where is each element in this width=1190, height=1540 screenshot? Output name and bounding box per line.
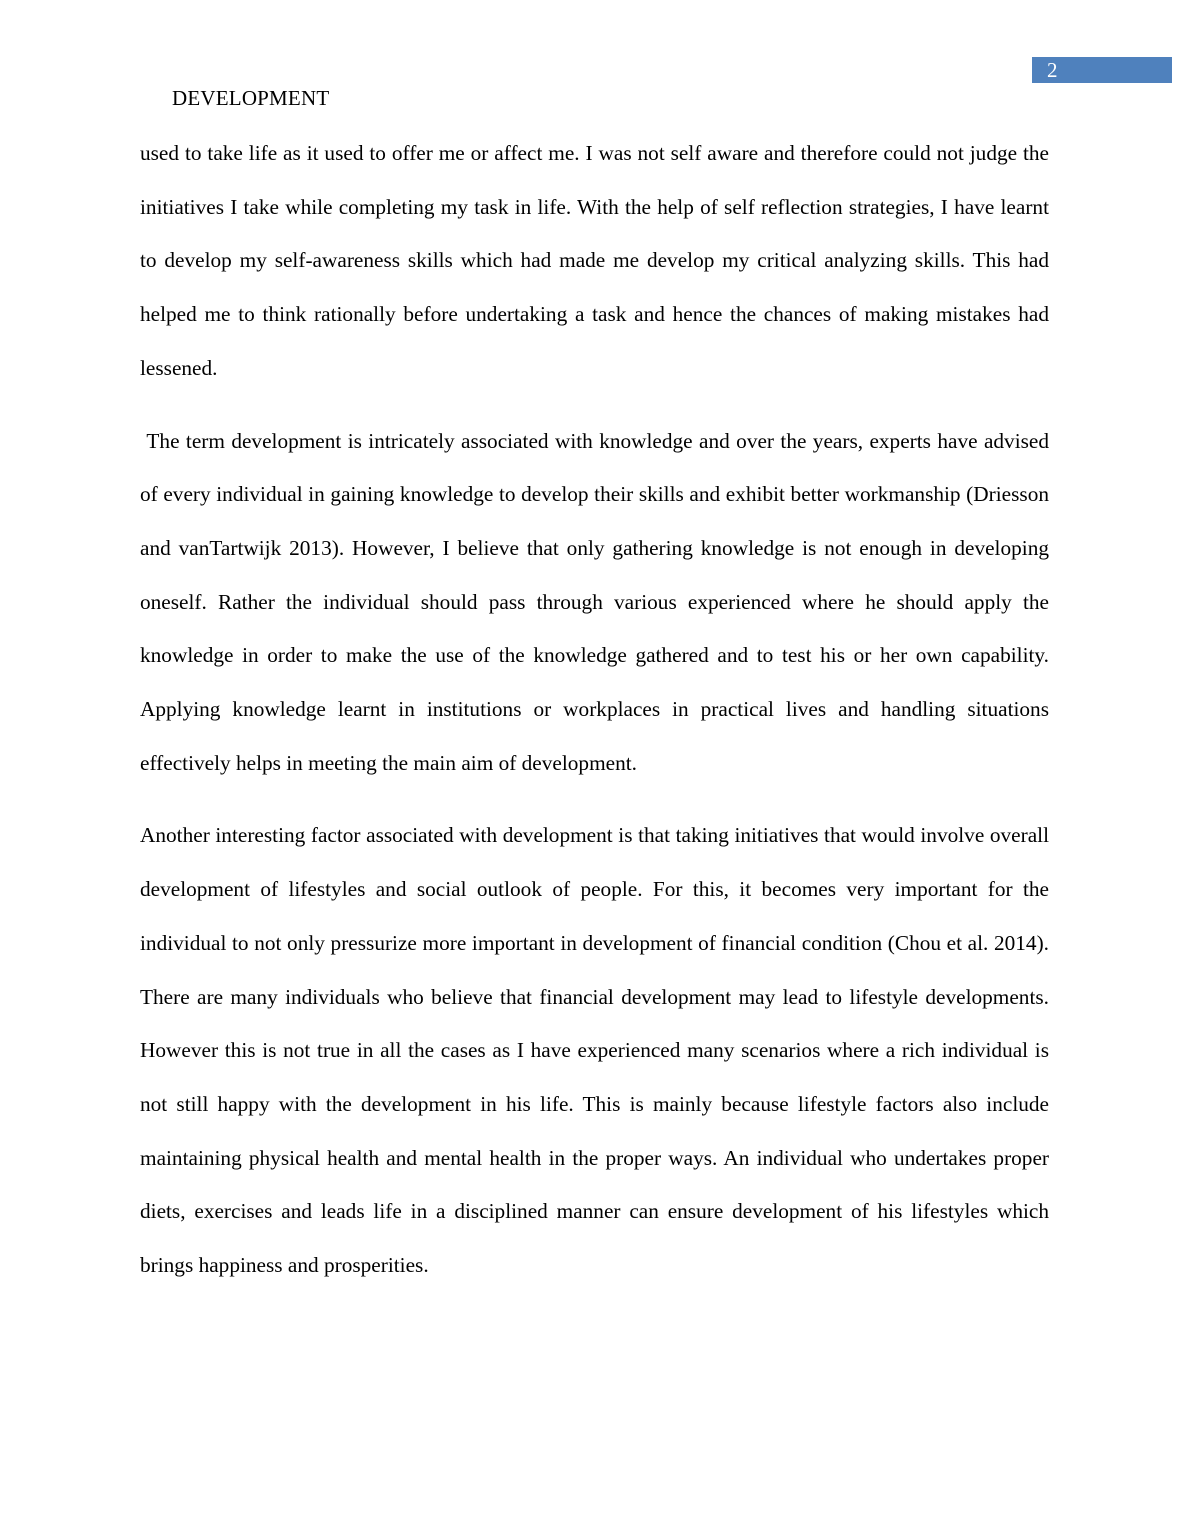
paragraph-1: used to take life as it used to offer me or affect me. I was not self aware and therefore could not judge the initiatives I take while completing my task in life. With the help of self reflection strategies, I have learnt to develop my self-awareness skills which had made me develop my critical analyzing skills. This had helped me to think rationally before undertaking a task and hence the chances of making mistakes had lessened. <box>140 141 1049 380</box>
page-number-badge <box>1032 57 1172 83</box>
paragraph-2: The term development is intricately associated with knowledge and over the years, experts have advised of every individual in gaining knowledge to develop their skills and exhibit better workmanship (Driesson and vanTartwijk 2013). However, I believe that only gathering knowledge is not enough in developing oneself. Rather the individual should pass through various experienced where he should apply the knowledge in order to make the use of the knowledge gathered and to test his or her own capability. Applying knowledge learnt in institutions or workplaces in practical lives and handling situations effectively helps in meeting the main aim of development. <box>140 428 1055 775</box>
document-body <box>140 127 1055 1312</box>
running-head: DEVELOPMENT <box>172 86 330 110</box>
page-number: 2 <box>1047 58 1058 82</box>
paragraph-3: Another interesting factor associated with development is that taking initiatives that would involve overall development of lifestyles and social outlook of people. For this, it becomes very important for the individual to not only pressurize more important in development of financial condition (Chou et al. 2014). There are many individuals who believe that financial development may lead to lifestyle developments. However this is not true in all the cases as I have experienced many scenarios where a rich individual is not still happy with the development in his life. This is mainly because lifestyle factors also include maintaining physical health and mental health in the proper ways. An individual who undertakes proper diets, exercises and leads life in a disciplined manner can ensure development of his lifestyles which brings happiness and prosperities. <box>140 823 1049 1278</box>
